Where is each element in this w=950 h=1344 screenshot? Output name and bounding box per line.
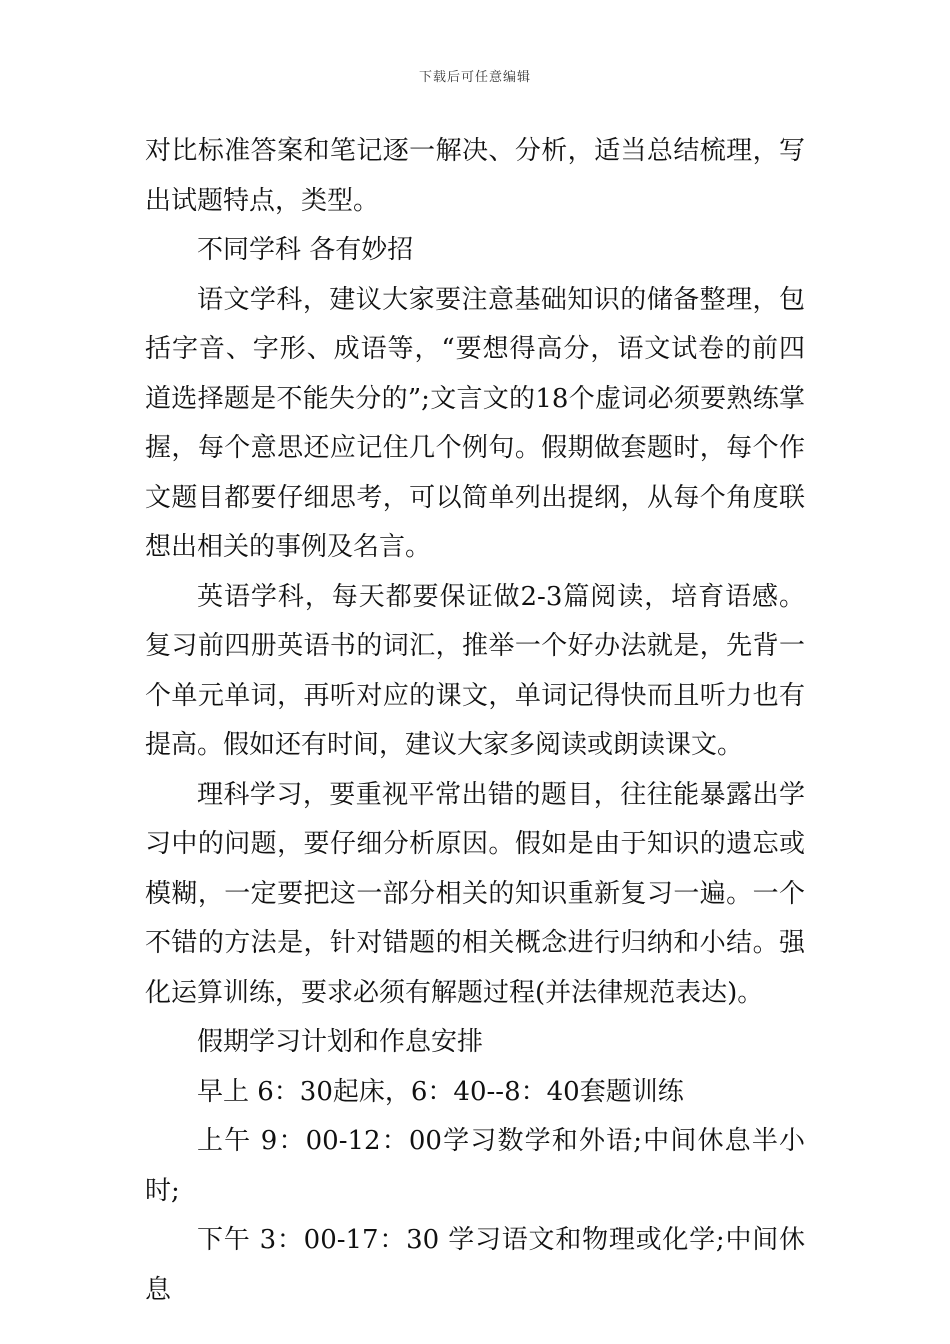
schedule-item: 上午 9：00-12：00学习数学和外语;中间休息半小时;: [145, 1126, 805, 1206]
schedule-item: 早上 6：30起床，6：40--8：40套题训练: [197, 1076, 684, 1107]
schedule-item: 下午 3：00-17：30 学习语文和物理或化学;中间休息: [145, 1225, 805, 1305]
page-header-note: 下载后可任意编辑: [418, 70, 531, 85]
section-heading: 假期学习计划和作息安排: [197, 1027, 484, 1057]
paragraph: 语文学科，建议大家要注意基础知识的储备整理，包括字音、字形、成语等，“要想得高分，语文试卷的前四道选择题是不能失分的”;文言文的18个虚词必须要熟练掌握，每个意思还应记住几个例句。假期做套题时，每个作文题目都要仔细思考，可以简单列出提纲，从每个角度联想出相关的事例及名言。: [145, 284, 805, 562]
paragraph: 理科学习，要重视平常出错的题目，往往能暴露出学习中的问题，要仔细分析原因。假如是由于知识的遗忘或模糊，一定要把这一部分相关的知识重新复习一遍。一个不错的方法是，针对错题的相关概念进行归纳和小结。强化运算训练，要求必须有解题过程(并法律规范表达)。: [145, 779, 805, 1008]
paragraph: 对比标准答案和笔记逐一解决、分析，适当总结梳理，写出试题特点，类型。: [145, 136, 805, 216]
document-body: [145, 127, 805, 1315]
section-heading: 不同学科 各有妙招: [197, 235, 414, 265]
paragraph: 英语学科，每天都要保证做2-3篇阅读，培育语感。复习前四册英语书的词汇，推举一个好办法就是，先背一个单元单词，再听对应的课文，单词记得快而且听力也有提高。假如还有时间，建议大家多阅读或朗读课文。: [145, 581, 805, 760]
